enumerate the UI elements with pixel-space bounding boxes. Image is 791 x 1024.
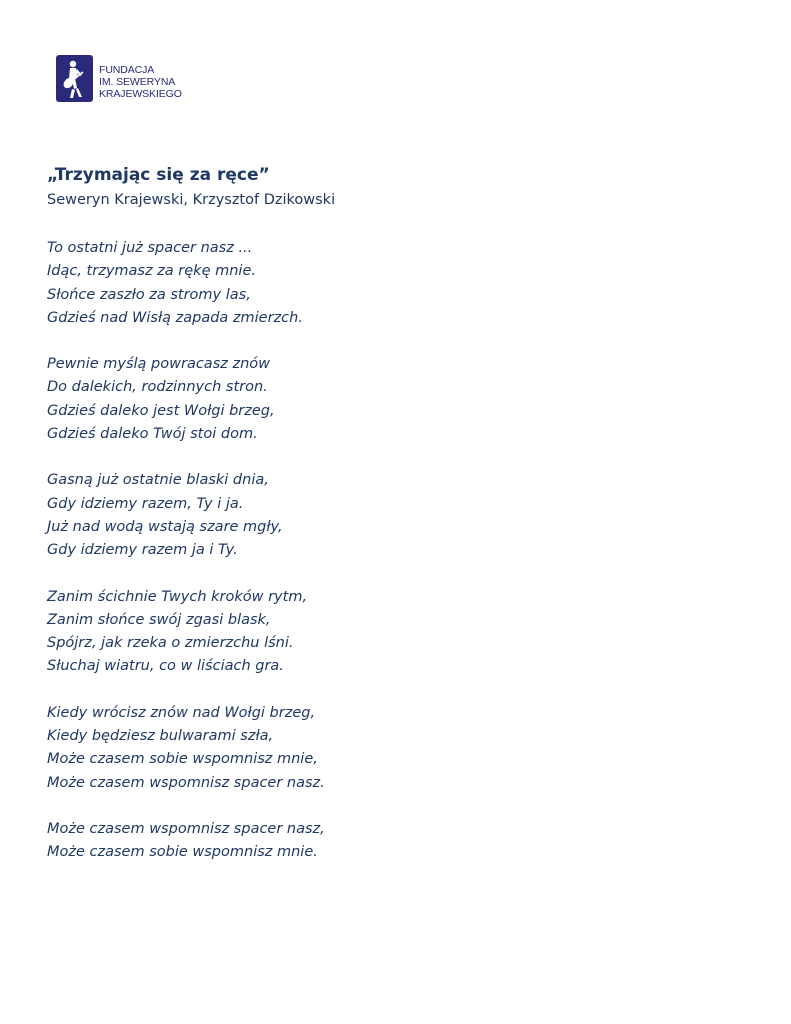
poem-line: Zanim słońce swój zgasi blask, [47,611,271,628]
poem-line: Może czasem sobie wspomnisz mnie. [47,844,318,861]
foundation-logo [56,55,182,102]
poem-line: Gdzieś daleko jest Wołgi brzeg, [47,402,275,419]
stanza [47,469,747,562]
stanza [47,702,747,795]
poem-line: Pewnie myślą powracasz znów [47,356,271,373]
stanza [47,353,747,446]
stanza [47,586,747,679]
logo-line-3: KRAJEWSKIEGO [99,88,182,100]
poem-line: Gasną już ostatnie blaski dnia, [47,472,269,489]
poem-line: Spójrz, jak rzeka o zmierzchu lśni. [47,635,294,652]
poem-authors: Seweryn Krajewski, Krzysztof Dzikowski [47,192,336,208]
logo-line-1: FUNDACJA [99,64,155,76]
poem-line: Kiedy wrócisz znów nad Wołgi brzeg, [47,704,316,721]
stanza [47,818,747,865]
poem-line: Gdzieś nad Wisłą zapada zmierzch. [47,309,303,326]
poem-line: Już nad wodą wstają szare mgły, [47,518,283,535]
poem-line: Może czasem sobie wspomnisz mnie, [47,751,318,768]
logo-line-2: IM. SEWERYNA [99,76,176,88]
poem-line: To ostatni już spacer nasz ... [47,240,253,256]
guitarist-logo-icon [56,55,93,102]
poem-body [47,237,747,888]
poem-line: Idąc, trzymasz za rękę mnie. [47,263,256,280]
poem-line: Słońce zaszło za stromy las, [47,286,251,303]
poem-line: Gdy idziemy razem ja i Ty. [47,542,238,559]
poem-line: Słuchaj wiatru, co w liściach gra. [47,658,284,675]
logo-text [99,64,182,100]
poem-line: Gdy idziemy razem, Ty i ja. [47,495,244,512]
stanza [47,237,747,330]
poem-line: Gdzieś daleko Twój stoi dom. [47,426,258,443]
poem-line: Zanim ścichnie Twych kroków rytm, [47,588,308,605]
poem-line: Może czasem wspomnisz spacer nasz. [47,774,325,791]
poem-title: „Trzymając się za ręce” [47,165,270,185]
poem-line: Do dalekich, rodzinnych stron. [47,379,268,396]
poem-line: Może czasem wspomnisz spacer nasz, [47,820,325,837]
poem-line: Kiedy będziesz bulwarami szła, [47,728,274,745]
